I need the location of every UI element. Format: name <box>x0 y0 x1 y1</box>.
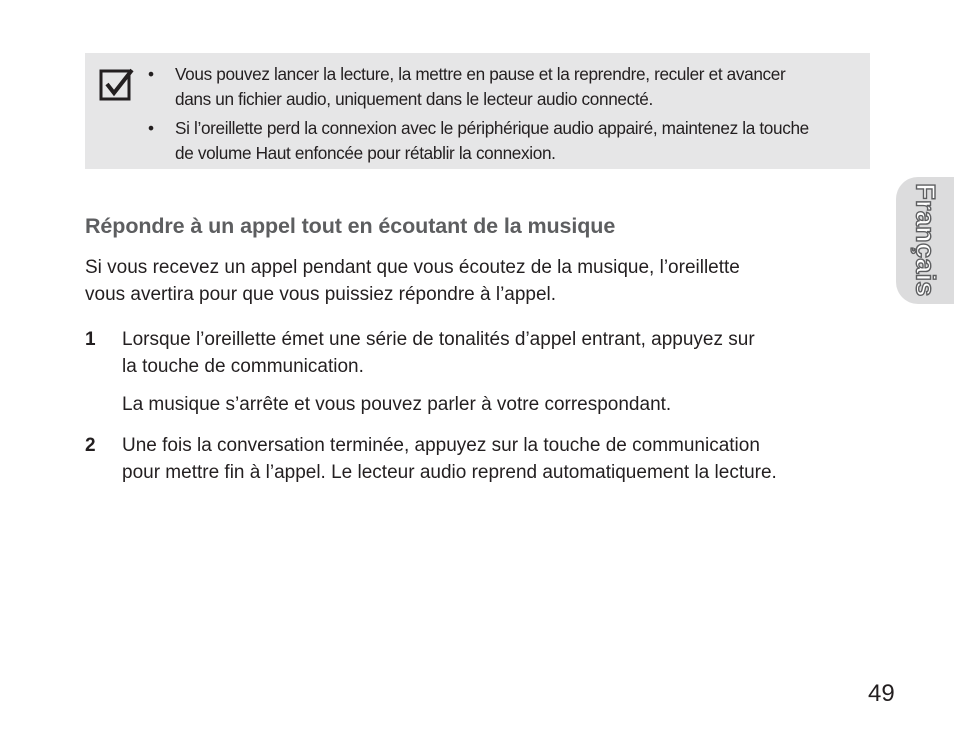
section-intro <box>85 254 845 308</box>
note-list <box>148 62 863 170</box>
step-result: La musique s’arrête et vous pouvez parler à votre correspondant. <box>122 394 672 415</box>
note-item <box>148 62 863 112</box>
step-line: Lorsque l’oreillette émet une série de tonalités d’appel entrant, appuyez sur <box>122 329 755 350</box>
step-number: 1 <box>85 329 96 350</box>
step-text <box>122 432 865 486</box>
language-label: Français <box>910 183 941 297</box>
step-2 <box>85 432 865 486</box>
step-number: 2 <box>85 435 96 456</box>
section-heading: Répondre à un appel tout en écoutant de la musique <box>85 214 616 238</box>
note-line: Si l’oreillette perd la connexion avec le périphérique audio appairé, maintenez la touche <box>175 118 809 138</box>
note-line: dans un fichier audio, uniquement dans le lecteur audio connecté. <box>175 89 653 109</box>
step-line: Une fois la conversation terminée, appuyez sur la touche de communication <box>122 435 760 456</box>
step-line: pour mettre fin à l’appel. Le lecteur audio reprend automatiquement la lecture. <box>122 462 777 483</box>
step-line: la touche de communication. <box>122 356 364 377</box>
note-item <box>148 116 863 166</box>
bullet: • <box>148 118 154 138</box>
page-number: 49 <box>868 680 895 707</box>
note-line: de volume Haut enfoncée pour rétablir la connexion. <box>175 143 556 163</box>
intro-line: Si vous recevez un appel pendant que vous écoutez de la musique, l’oreillette <box>85 257 740 278</box>
intro-line: vous avertira pour que vous puissiez répondre à l’appel. <box>85 284 557 305</box>
step-text <box>122 326 865 380</box>
checkbox-check-icon <box>99 67 135 103</box>
language-tab <box>896 177 954 304</box>
note-line: Vous pouvez lancer la lecture, la mettre en pause et la reprendre, reculer et avancer <box>175 64 786 84</box>
step-1 <box>85 326 865 418</box>
bullet: • <box>148 64 154 84</box>
note-box <box>85 53 870 169</box>
